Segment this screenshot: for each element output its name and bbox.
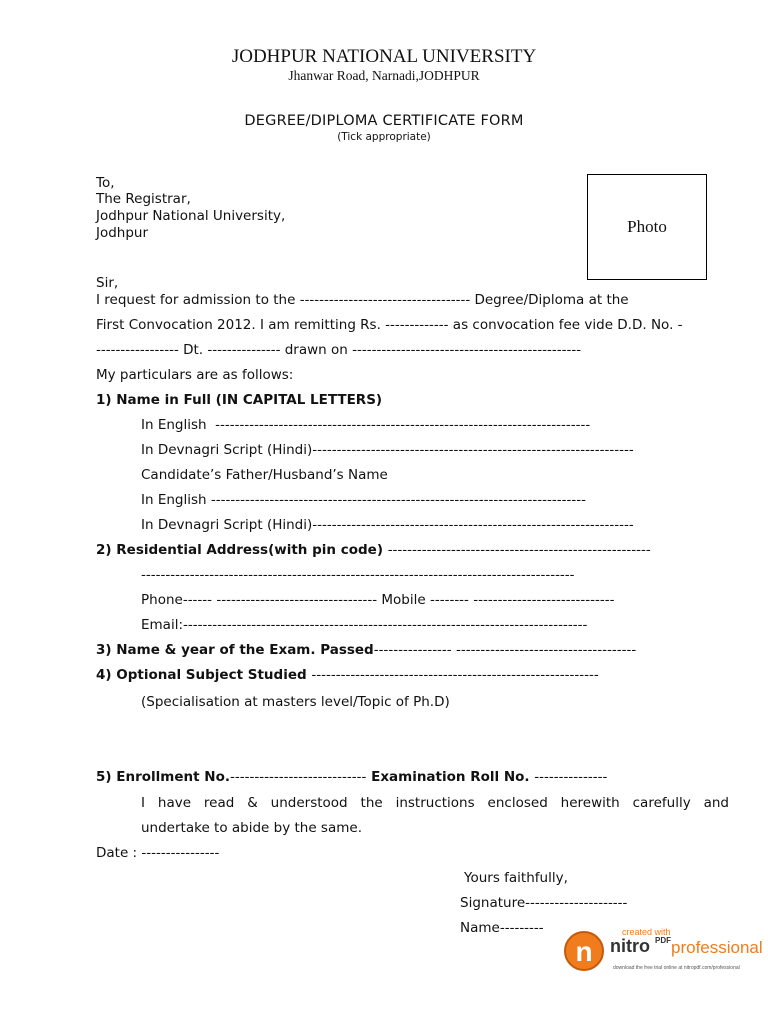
address-heading: 2) Residential Address(with pin code) [96, 542, 388, 558]
declaration-line-2: undertake to abide by the same. [141, 820, 362, 836]
exam-row [96, 642, 636, 658]
enrollment-heading: 5) Enrollment No. [96, 769, 230, 785]
addressee-city: Jodhpur [96, 225, 149, 241]
salutation: Sir, [96, 275, 119, 291]
form-subtitle: (Tick appropriate) [337, 131, 431, 143]
pdf-superscript: PDF [655, 936, 671, 945]
nitro-pdf-watermark [560, 924, 766, 982]
subject-note: (Specialisation at masters level/Topic of Ph.D) [141, 694, 450, 710]
father-name-label: Candidate’s Father/Husband’s Name [141, 467, 388, 483]
declaration-line-1: I have read & understood the instructions enclosed herewith carefully and [141, 795, 729, 811]
name-heading: 1) Name in Full (IN CAPITAL LETTERS) [96, 392, 383, 408]
name-field: Name--------- [460, 920, 544, 936]
address-field: ------------------------------------------------------ [387, 542, 651, 558]
photo-label: Photo [627, 217, 667, 236]
exam-field: ---------------- ------------------------------------- [373, 642, 637, 658]
roll-number-heading: Examination Roll No. [366, 769, 535, 785]
subject-heading: 4) Optional Subject Studied [96, 667, 312, 683]
addressee-to: To, [96, 175, 115, 191]
form-title: DEGREE/DIPLOMA CERTIFICATE FORM [244, 113, 524, 129]
yours-faithfully: Yours faithfully, [464, 870, 568, 886]
addressee-registrar: The Registrar, [96, 191, 191, 207]
email-field: Email:----------------------------------------------------------------------------------- [141, 617, 588, 633]
address-row [96, 542, 651, 558]
request-line-2: First Convocation 2012. I am remitting Rs. ------------- as convocation fee vide D.D. No. - [96, 317, 683, 333]
university-name: JODHPUR NATIONAL UNIVERSITY [231, 46, 537, 67]
date-field: Date : ---------------- [96, 845, 220, 861]
exam-heading: 3) Name & year of the Exam. Passed [96, 642, 374, 658]
svg-text:n: n [575, 936, 593, 967]
photo-box [587, 174, 707, 280]
download-note: download the free trial online at nitropdf.com/professional [613, 965, 740, 971]
enrollment-field: ---------------------------- [229, 769, 367, 785]
professional-label: professional [671, 938, 763, 957]
name-english-field: In English ----------------------------------------------------------------------------- [141, 417, 591, 433]
name-hindi-field: In Devnagri Script (Hindi)------------------------------------------------------------------ [141, 442, 634, 458]
university-address: Jhanwar Road, Narnadi,JODHPUR [288, 68, 480, 83]
nitro-brand: nitro [610, 936, 650, 956]
subject-row [96, 667, 599, 683]
enrollment-row [96, 769, 607, 785]
created-with-label: created with [622, 927, 671, 937]
particulars-intro: My particulars are as follows: [96, 367, 294, 383]
request-line-3: ----------------- Dt. --------------- drawn on ----------------------------------------------- [96, 342, 582, 358]
request-line-1: I request for admission to the ----------------------------------- Degree/Diploma at the [96, 292, 629, 308]
address-field-line-2: ----------------------------------------------------------------------------------------- [141, 567, 575, 583]
father-english-field: In English ----------------------------------------------------------------------------- [141, 492, 586, 508]
roll-number-field: --------------- [534, 769, 608, 785]
signature-field: Signature--------------------- [460, 895, 628, 911]
father-hindi-field: In Devnagri Script (Hindi)------------------------------------------------------------------ [141, 517, 634, 533]
addressee-university: Jodhpur National University, [96, 208, 286, 224]
subject-field: ----------------------------------------------------------- [311, 667, 599, 683]
phone-mobile-field: Phone------ --------------------------------- Mobile -------- ----------------------------- [141, 592, 615, 608]
